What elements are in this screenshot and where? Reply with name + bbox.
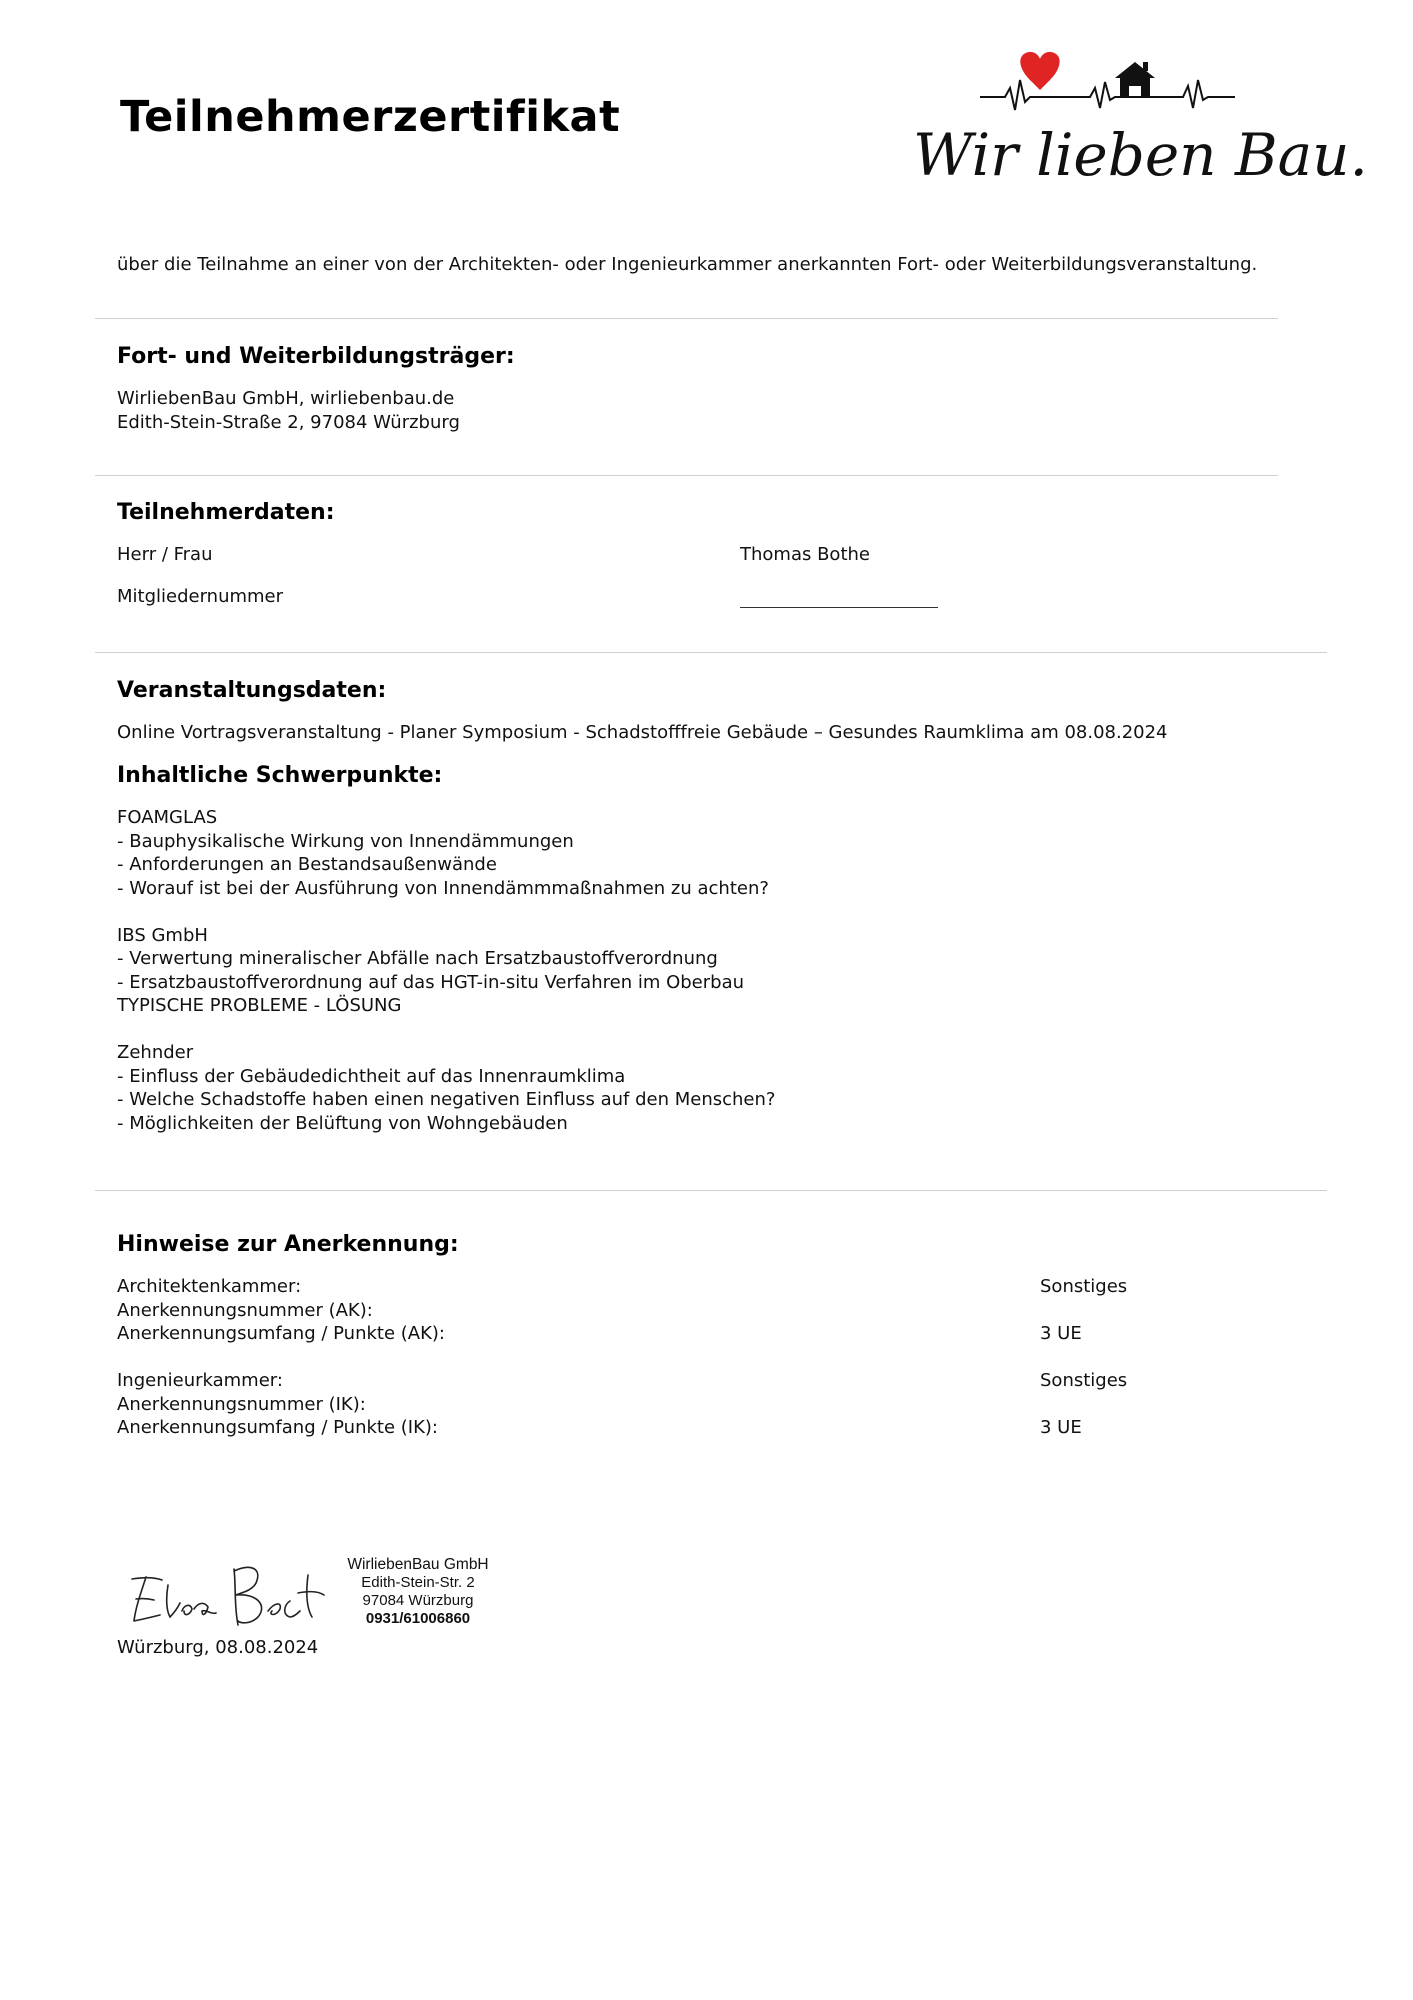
heartbeat-house-icon xyxy=(905,50,1368,190)
logo-text: Wir lieben Bau. xyxy=(913,121,1368,189)
stamp-line: WirliebenBau GmbH xyxy=(347,1556,489,1573)
focus-line: - Worauf ist bei der Ausführung von Innendämmmaßnahmen zu achten? xyxy=(117,877,769,899)
focus-line: - Welche Schadstoffe haben einen negativen Einfluss auf den Menschen? xyxy=(117,1089,776,1110)
focus-line: TYPISCHE PROBLEME - LÖSUNG xyxy=(117,995,402,1016)
company-logo xyxy=(905,50,1368,190)
ak-number-label: Anerkennungsnummer (AK): xyxy=(117,1299,373,1321)
stamp-line: Edith-Stein-Str. 2 xyxy=(361,1574,475,1591)
stamp-line: 97084 Würzburg xyxy=(362,1592,474,1609)
focus-heading: Inhaltliche Schwerpunkte: xyxy=(117,763,443,788)
focus-line: - Anforderungen an Bestandsaußenwände xyxy=(117,854,497,875)
stamp-line: 0931/61006860 xyxy=(365,1610,471,1627)
place-date: Würzburg, 08.08.2024 xyxy=(117,1637,319,1658)
divider xyxy=(95,318,1278,319)
ik-scope-label: Anerkennungsumfang / Punkte (IK): xyxy=(117,1417,438,1438)
member-number-label: Mitgliedernummer xyxy=(117,586,284,607)
ak-chamber-value: Sonstiges xyxy=(1040,1276,1128,1297)
salutation-label: Herr / Frau xyxy=(117,544,213,565)
intro-text: über die Teilnahme an einer von der Architekten- oder Ingenieurkammer anerkannten Fort- oder Weiterbildungsveranstaltung. xyxy=(117,254,1258,275)
focus-line: - Bauphysikalische Wirkung von Innendämmungen xyxy=(117,830,574,852)
company-stamp xyxy=(343,1556,493,1628)
focus-line: FOAMGLAS xyxy=(117,807,218,828)
signature xyxy=(122,1555,332,1635)
ak-scope-label: Anerkennungsumfang / Punkte (AK): xyxy=(117,1323,445,1344)
event-heading: Veranstaltungsdaten: xyxy=(117,678,387,703)
divider xyxy=(95,475,1278,476)
focus-line: - Ersatzbaustoffverordnung auf das HGT-in-situ Verfahren im Oberbau xyxy=(117,971,745,993)
recognition-heading: Hinweise zur Anerkennung: xyxy=(117,1232,459,1257)
provider-line: WirliebenBau GmbH, wirliebenbau.de xyxy=(117,388,455,409)
provider-address xyxy=(117,387,460,434)
divider xyxy=(95,652,1327,653)
ik-number-label: Anerkennungsnummer (IK): xyxy=(117,1393,366,1415)
ak-scope-value: 3 UE xyxy=(1040,1323,1082,1344)
recognition-values xyxy=(1040,1275,1127,1440)
focus-line xyxy=(117,900,775,924)
ik-chamber-value: Sonstiges xyxy=(1040,1370,1128,1391)
recognition-labels xyxy=(117,1275,445,1440)
divider xyxy=(95,1190,1327,1191)
focus-line: - Einfluss der Gebäudedichtheit auf das Innenraumklima xyxy=(117,1065,626,1087)
focus-line: - Verwertung mineralischer Abfälle nach Ersatzbaustoffverordnung xyxy=(117,948,718,969)
focus-line: Zehnder xyxy=(117,1042,194,1063)
ik-chamber-label: Ingenieurkammer: xyxy=(117,1370,283,1391)
page-title: Teilnehmerzertifikat xyxy=(120,92,621,142)
provider-heading: Fort- und Weiterbildungsträger: xyxy=(117,344,515,369)
participant-heading: Teilnehmerdaten: xyxy=(117,500,335,525)
event-description: Online Vortragsveranstaltung - Planer Symposium - Schadstofffreie Gebäude – Gesundes Raumklima am 08.08.2024 xyxy=(117,722,1168,743)
focus-line: IBS GmbH xyxy=(117,924,208,946)
ik-scope-value: 3 UE xyxy=(1040,1417,1082,1438)
provider-line: Edith-Stein-Straße 2, 97084 Würzburg xyxy=(117,411,460,433)
ak-chamber-label: Architektenkammer: xyxy=(117,1276,302,1297)
focus-line: - Möglichkeiten der Belüftung von Wohngebäuden xyxy=(117,1112,568,1134)
handwritten-signature-icon xyxy=(122,1555,332,1635)
focus-list xyxy=(117,806,775,1135)
member-number-line xyxy=(740,607,938,608)
participant-name: Thomas Bothe xyxy=(740,544,870,565)
focus-line xyxy=(117,1018,775,1042)
